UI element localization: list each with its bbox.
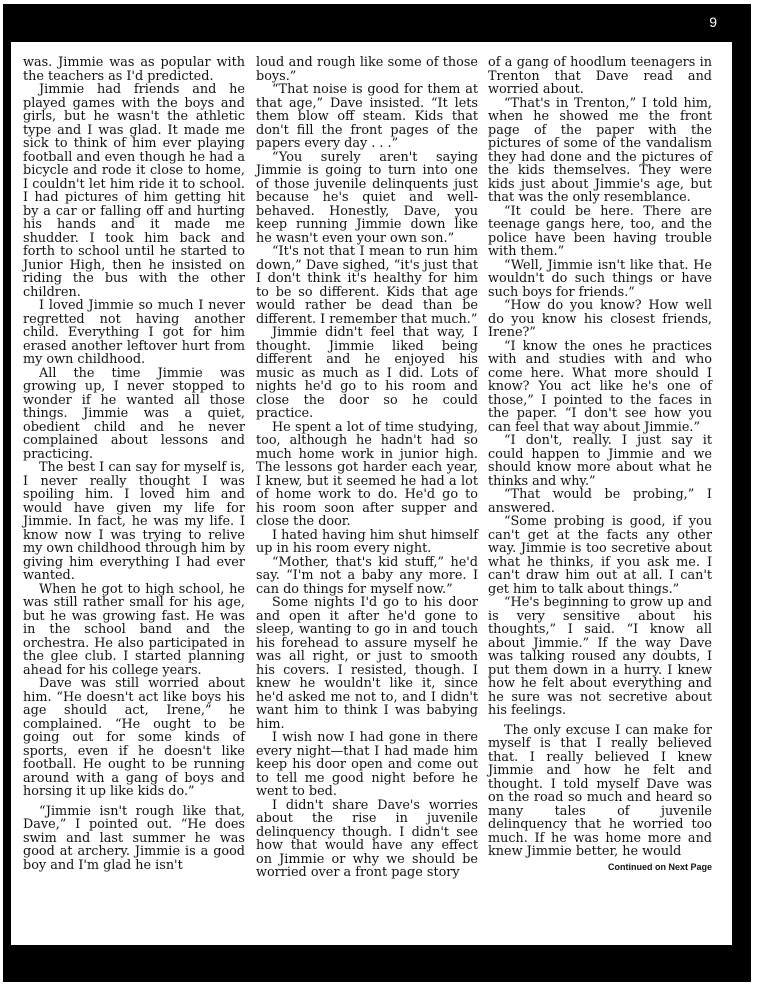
paragraph: “I don't, really. I just say it could happen to Jimmie and we should know more about what he thinks and why.” xyxy=(488,433,712,489)
paragraph: When he got to high school, he was still rather small for his age, but he was growing fast. He was in the school band and the orchestra. He also participated in the glee club. I started planning ahead for his college years. xyxy=(23,581,245,678)
text-column-2 xyxy=(256,56,478,880)
paragraph: Jimmie had friends and he played games with the boys and girls, but he wasn't the athletic type and I was glad. It made me sick to think of him ever playing football and even though he had a bicycle and rode it close to home, I couldn't let him ride it to school. I had pictures of him getting hit by a car or falling off and hurting his hands and it made me shudder. I took him back and forth to school until he started to Junior High, then he insisted on riding the bus with the other children. xyxy=(23,82,245,300)
paragraph: loud and rough like some of those boys.” xyxy=(256,55,478,84)
text-column-1 xyxy=(23,56,245,872)
paragraph: “That's in Trenton,” I told him, when he showed me the front page of the paper with the pictures of some of the vandalism they had done and the pictures of the kids themselves. They were kids just about Jimmie's age, but that was the only resemblance. xyxy=(488,95,712,205)
paragraph: “That noise is good for them at that age,” Dave insisted. “It lets them blow off steam. Kids that don't fill the front pages of the papers every day . . .” xyxy=(256,82,478,151)
continued-note: Continued on Next Page xyxy=(607,861,712,872)
paragraph: of a gang of hoodlum teenagers in Trenton that Dave read and worried about. xyxy=(488,55,712,97)
paragraph: The best I can say for myself is, I never really thought I was spoiling him. I loved him and would have given my life for Jimmie. In fact, he was my life. I know now I was trying to relive my own childhood through him by giving him everything I had ever wanted. xyxy=(23,460,246,583)
paragraph: “That would be probing,” I answered. xyxy=(488,487,712,516)
paragraph: The only excuse I can make for myself is that I really believed that. I really believed I knew Jimmie and how he felt and thought. I told myself Dave was on the road so much and heard so many tales of juvenile delinquency that he worried too much. If he was home more and knew Jimmie better, he would xyxy=(488,722,712,859)
paragraph: was. Jimmie was as popular with the teachers as I'd predicted. xyxy=(23,55,245,84)
paragraph: I wish now I had gone in there every night—that I had made him keep his door open and come out to tell me good night before he went to bed. xyxy=(256,730,478,799)
paragraph: He spent a lot of time studying, too, although he hadn't had so much home work in junior high. The lessons got harder each year, I knew, but it seemed he had a lot of home work to do. He'd go to his room soon after supper and close the door. xyxy=(256,419,478,529)
paragraph: “Jimmie isn't rough like that, Dave,” I pointed out. “He does swim and last summer he was good at archery. Jimmie is a good boy and I'm glad he isn't xyxy=(23,803,245,873)
paragraph: I didn't share Dave's worries about the rise in juvenile delinquency though. I didn't see how that would have any effect on Jimmie or why we should be worried over a front page story xyxy=(256,797,478,880)
page-number: 9 xyxy=(709,14,717,30)
paragraph: “Well, Jimmie isn't like that. He wouldn't do such things or have such boys for friends.” xyxy=(488,257,712,300)
paragraph: I loved Jimmie so much I never regretted not having another child. Everything I got for him erased another leftover hurt from my own childhood. xyxy=(23,298,245,367)
paragraph: All the time Jimmie was growing up, I never stopped to wonder if he wanted all those things. Jimmie was a quiet, obedient child and he never complained about lessons and practicing. xyxy=(23,365,245,462)
paragraph: “You surely aren't saying Jimmie is going to turn into one of those juvenile delinquents just because he's quiet and well-behaved. Honestly, Dave, you keep running Jimmie down like he wasn't even your own son.” xyxy=(256,149,478,246)
paragraph: “Some probing is good, if you can't get at the facts any other way. Jimmie is too secretive about what he thinks, if you ask me. I can't draw him out at all. I can't get him to talk about things.” xyxy=(488,514,712,597)
paragraph: Dave was still worried about him. “He doesn't act like boys his age should act, Irene,” he complained. “He ought to be going out for some kinds of sports, even if he doesn't like football. He ought to be running around with a gang of boys and horsing it up like kids do.” xyxy=(23,676,245,799)
column-3-paragraphs xyxy=(488,56,712,859)
paragraph: “He's beginning to grow up and is very sensitive about his thoughts,” I said. “I know all about Jimmie.” If the way Dave was talking roused any doubts, I put them down in a hurry. I knew how he felt about everything and he sure was not secretive about his feelings. xyxy=(488,595,712,718)
paragraph: “How do you know? How well do you know his closest friends, Irene?” xyxy=(488,298,712,340)
paragraph: Jimmie didn't feel that way, I thought. Jimmie liked being different and he enjoyed his music as much as I did. Lots of nights he'd go to his room and close the door so he could practice. xyxy=(256,325,478,421)
page-edge xyxy=(751,0,763,990)
paragraph: “It could be here. There are teenage gangs here, too, and the police have been having trouble with them.” xyxy=(488,203,712,259)
paragraph: Some nights I'd go to his door and open it after he'd gone to sleep, wanting to go in and touch his forehead to assure myself he was all right, or just to smooth his covers. I resisted, though. I knew he wouldn't like it, since he'd asked me not to, and I didn't want him to think I was babying him. xyxy=(256,595,478,732)
article-body xyxy=(11,42,732,945)
paragraph: “I know the ones he practices with and studies with and who come here. What more should I know? You act like he's one of those,” I pointed to the faces in the paper. “I don't see how you can feel that way about Jimmie.” xyxy=(488,338,712,435)
paragraph: “It's not that I mean to run him down,” Dave sighed, “it's just that I don't think it's healthy for him to be so different. Kids that age would rather be dead than be different. I remember that much.” xyxy=(256,244,478,327)
text-column-3 xyxy=(488,56,712,874)
paragraph: I hated having him shut himself up in his room every night. xyxy=(256,527,478,556)
paragraph: “Mother, that's kid stuff,” he'd say. “I'm not a baby any more. I can do things for myself now.” xyxy=(256,554,478,597)
